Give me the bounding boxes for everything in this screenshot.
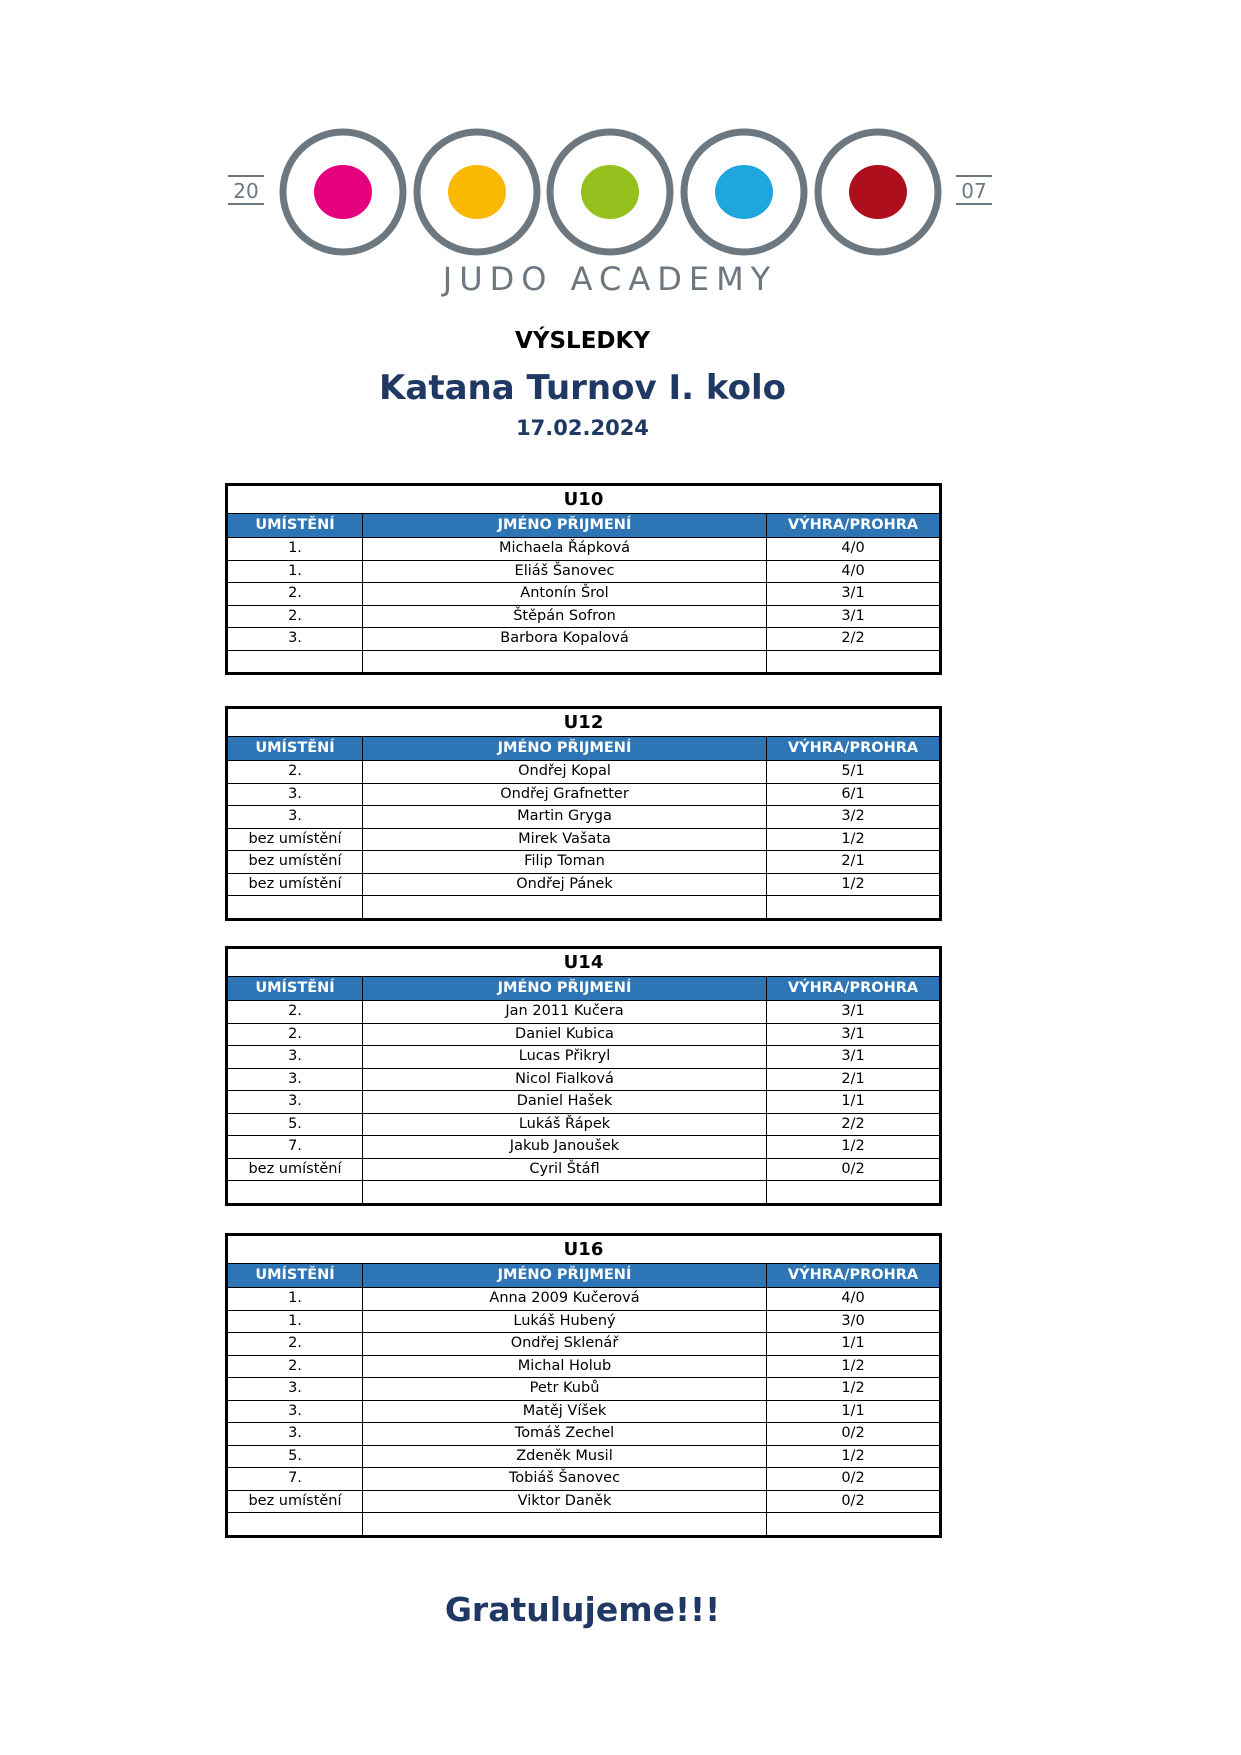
place-cell: 5. — [227, 1445, 363, 1468]
empty-cell — [767, 1181, 941, 1205]
name-cell: Ondřej Sklenář — [363, 1333, 767, 1356]
table-row — [227, 1113, 941, 1136]
column-header-score: VÝHRA/PROHRA — [767, 514, 941, 538]
category-title: U16 — [227, 1235, 941, 1264]
score-cell: 3/0 — [767, 1310, 941, 1333]
column-header-name: JMÉNO PŘIJMENÍ — [363, 737, 767, 761]
place-cell: 2. — [227, 605, 363, 628]
rings — [283, 132, 938, 252]
event-title: Katana Turnov I. kolo — [379, 368, 786, 408]
place-cell: bez umístění — [227, 1158, 363, 1181]
empty-cell — [767, 650, 941, 674]
year-right — [956, 176, 992, 204]
name-cell: Michal Holub — [363, 1355, 767, 1378]
place-cell: bez umístění — [227, 1490, 363, 1513]
score-cell: 5/1 — [767, 761, 941, 784]
score-cell: 1/1 — [767, 1091, 941, 1114]
table-row — [227, 538, 941, 561]
score-cell: 0/2 — [767, 1158, 941, 1181]
name-cell: Nicol Fialková — [363, 1068, 767, 1091]
column-header-name: JMÉNO PŘIJMENÍ — [363, 977, 767, 1001]
score-cell: 6/1 — [767, 783, 941, 806]
name-cell: Antonín Šrol — [363, 583, 767, 606]
name-cell: Martin Gryga — [363, 806, 767, 829]
year-left — [228, 176, 264, 204]
name-cell: Eliáš Šanovec — [363, 560, 767, 583]
column-header-score: VÝHRA/PROHRA — [767, 1264, 941, 1288]
table-row — [227, 1158, 941, 1181]
empty-cell — [767, 1513, 941, 1537]
name-cell: Lukáš Řápek — [363, 1113, 767, 1136]
score-cell: 1/2 — [767, 1136, 941, 1159]
logo-wordmark: JUDO ACADEMY — [442, 260, 778, 298]
name-cell: Viktor Daněk — [363, 1490, 767, 1513]
table-row — [227, 873, 941, 896]
score-cell: 1/1 — [767, 1400, 941, 1423]
event-date: 17.02.2024 — [516, 416, 649, 440]
judo-academy-logo — [226, 128, 996, 298]
name-cell: Petr Kubů — [363, 1378, 767, 1401]
place-cell: 1. — [227, 538, 363, 561]
name-cell: Zdeněk Musil — [363, 1445, 767, 1468]
table-row — [227, 560, 941, 583]
place-cell: 2. — [227, 761, 363, 784]
table-row — [227, 1378, 941, 1401]
score-cell: 4/0 — [767, 538, 941, 561]
score-cell: 0/2 — [767, 1468, 941, 1491]
empty-row — [227, 1181, 941, 1205]
table-row — [227, 828, 941, 851]
column-header-place: UMÍSTĚNÍ — [227, 737, 363, 761]
score-cell: 1/1 — [767, 1333, 941, 1356]
results-table-1 — [225, 706, 942, 921]
score-cell: 3/1 — [767, 605, 941, 628]
table-row — [227, 783, 941, 806]
table-row — [227, 806, 941, 829]
column-header-place: UMÍSTĚNÍ — [227, 977, 363, 1001]
category-title: U10 — [227, 485, 941, 514]
score-cell: 3/2 — [767, 806, 941, 829]
column-header-place: UMÍSTĚNÍ — [227, 514, 363, 538]
results-table-3 — [225, 1233, 942, 1538]
place-cell: 2. — [227, 583, 363, 606]
place-cell: 2. — [227, 1355, 363, 1378]
score-cell: 2/2 — [767, 1113, 941, 1136]
table-row — [227, 1468, 941, 1491]
empty-row — [227, 1513, 941, 1537]
category-title: U14 — [227, 948, 941, 977]
empty-cell — [767, 896, 941, 920]
name-cell: Daniel Hašek — [363, 1091, 767, 1114]
column-header-place: UMÍSTĚNÍ — [227, 1264, 363, 1288]
name-cell: Ondřej Grafnetter — [363, 783, 767, 806]
name-cell: Barbora Kopalová — [363, 628, 767, 651]
name-cell: Štěpán Sofron — [363, 605, 767, 628]
page-heading: VÝSLEDKY — [515, 328, 650, 354]
table-row — [227, 1136, 941, 1159]
score-cell: 1/2 — [767, 873, 941, 896]
name-cell: Ondřej Pánek — [363, 873, 767, 896]
name-cell: Jan 2011 Kučera — [363, 1001, 767, 1024]
table-row — [227, 1091, 941, 1114]
name-cell: Ondřej Kopal — [363, 761, 767, 784]
table-row — [227, 1001, 941, 1024]
empty-cell — [363, 650, 767, 674]
name-cell: Daniel Kubica — [363, 1023, 767, 1046]
place-cell: 2. — [227, 1001, 363, 1024]
column-header-score: VÝHRA/PROHRA — [767, 737, 941, 761]
place-cell: 7. — [227, 1136, 363, 1159]
congratulations-text: Gratulujeme!!! — [444, 1590, 721, 1629]
table-row — [227, 761, 941, 784]
table-row — [227, 1400, 941, 1423]
place-cell: 2. — [227, 1333, 363, 1356]
table-row — [227, 1490, 941, 1513]
blue-dot — [715, 165, 773, 219]
score-cell: 2/1 — [767, 1068, 941, 1091]
empty-cell — [227, 896, 363, 920]
place-cell: 3. — [227, 1400, 363, 1423]
green-dot — [581, 165, 639, 219]
column-header-name: JMÉNO PŘIJMENÍ — [363, 514, 767, 538]
score-cell: 3/1 — [767, 583, 941, 606]
place-cell: 3. — [227, 806, 363, 829]
table-row — [227, 605, 941, 628]
place-cell: 3. — [227, 1046, 363, 1069]
table-row — [227, 583, 941, 606]
place-cell: 3. — [227, 783, 363, 806]
table-row — [227, 1288, 941, 1311]
year-left-text: 20 — [233, 179, 259, 203]
name-cell: Michaela Řápková — [363, 538, 767, 561]
score-cell: 3/1 — [767, 1046, 941, 1069]
place-cell: 3. — [227, 1378, 363, 1401]
empty-cell — [363, 1513, 767, 1537]
place-cell: 2. — [227, 1023, 363, 1046]
table-row — [227, 1046, 941, 1069]
place-cell: 7. — [227, 1468, 363, 1491]
table-row — [227, 1445, 941, 1468]
category-title: U12 — [227, 708, 941, 737]
name-cell: Lukáš Hubený — [363, 1310, 767, 1333]
place-cell: bez umístění — [227, 851, 363, 874]
table-row — [227, 851, 941, 874]
score-cell: 4/0 — [767, 560, 941, 583]
place-cell: 5. — [227, 1113, 363, 1136]
name-cell: Cyril Štáfl — [363, 1158, 767, 1181]
place-cell: 3. — [227, 1068, 363, 1091]
table-row — [227, 1423, 941, 1446]
name-cell: Anna 2009 Kučerová — [363, 1288, 767, 1311]
place-cell: 3. — [227, 1423, 363, 1446]
empty-cell — [363, 1181, 767, 1205]
place-cell: 1. — [227, 560, 363, 583]
results-table-2 — [225, 946, 942, 1206]
score-cell: 4/0 — [767, 1288, 941, 1311]
place-cell: 1. — [227, 1288, 363, 1311]
table-row — [227, 1333, 941, 1356]
score-cell: 1/2 — [767, 1355, 941, 1378]
place-cell: bez umístění — [227, 828, 363, 851]
column-header-name: JMÉNO PŘIJMENÍ — [363, 1264, 767, 1288]
magenta-dot — [314, 165, 372, 219]
empty-cell — [227, 1181, 363, 1205]
year-right-text: 07 — [961, 179, 987, 203]
name-cell: Lucas Přikryl — [363, 1046, 767, 1069]
place-cell: bez umístění — [227, 873, 363, 896]
score-cell: 1/2 — [767, 828, 941, 851]
empty-row — [227, 650, 941, 674]
score-cell: 0/2 — [767, 1423, 941, 1446]
empty-row — [227, 896, 941, 920]
empty-cell — [363, 896, 767, 920]
table-row — [227, 1310, 941, 1333]
place-cell: 1. — [227, 1310, 363, 1333]
red-dot — [849, 165, 907, 219]
table-row — [227, 1023, 941, 1046]
column-header-score: VÝHRA/PROHRA — [767, 977, 941, 1001]
score-cell: 3/1 — [767, 1001, 941, 1024]
score-cell: 3/1 — [767, 1023, 941, 1046]
table-row — [227, 628, 941, 651]
table-row — [227, 1068, 941, 1091]
score-cell: 1/2 — [767, 1445, 941, 1468]
name-cell: Tobiáš Šanovec — [363, 1468, 767, 1491]
score-cell: 0/2 — [767, 1490, 941, 1513]
name-cell: Jakub Janoušek — [363, 1136, 767, 1159]
place-cell: 3. — [227, 628, 363, 651]
empty-cell — [227, 650, 363, 674]
results-table-0 — [225, 483, 942, 675]
table-row — [227, 1355, 941, 1378]
name-cell: Mirek Vašata — [363, 828, 767, 851]
name-cell: Filip Toman — [363, 851, 767, 874]
place-cell: 3. — [227, 1091, 363, 1114]
score-cell: 2/1 — [767, 851, 941, 874]
name-cell: Tomáš Zechel — [363, 1423, 767, 1446]
name-cell: Matěj Víšek — [363, 1400, 767, 1423]
empty-cell — [227, 1513, 363, 1537]
yellow-dot — [448, 165, 506, 219]
score-cell: 2/2 — [767, 628, 941, 651]
score-cell: 1/2 — [767, 1378, 941, 1401]
